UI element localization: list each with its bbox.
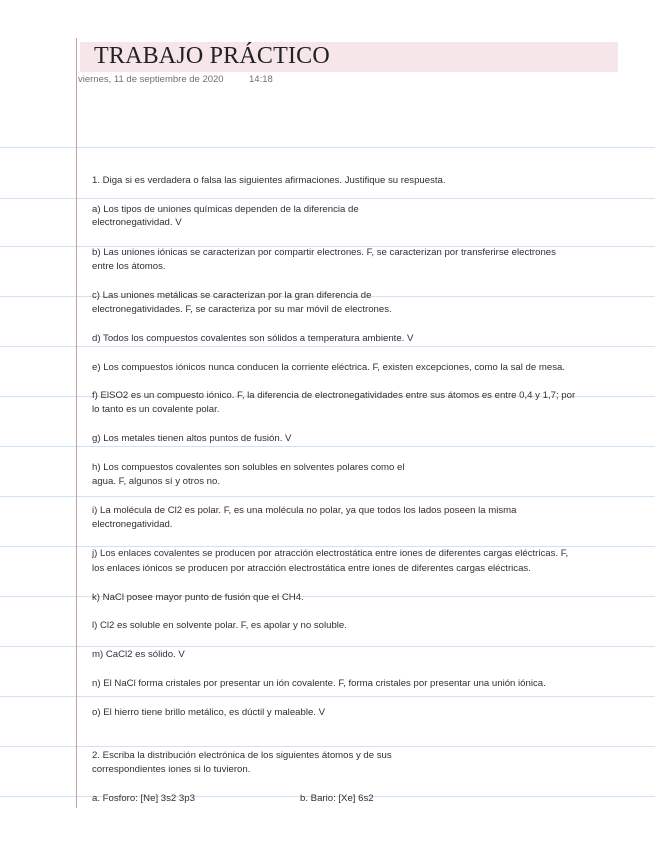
statement-j-line-1[interactable]: j) Los enlaces covalentes se producen por atracción electrostática entre iones de diferentes cargas eléctricas. F,	[92, 548, 569, 559]
statement-k[interactable]: k) NaCl posee mayor punto de fusión que el CH4.	[92, 592, 304, 603]
ruled-line	[0, 346, 655, 347]
page-time: 14:18	[249, 74, 273, 85]
ruled-line	[0, 696, 655, 697]
statement-n[interactable]: n) El NaCl forma cristales por presentar un ión covalente. F, forma cristales por presentar una unión iónica.	[92, 678, 546, 689]
ruled-line	[0, 646, 655, 647]
page-date: viernes, 11 de septiembre de 2020	[78, 74, 224, 85]
ruled-line	[0, 546, 655, 547]
statement-i-line-1[interactable]: i) La molécula de Cl2 es polar. F, es una molécula no polar, ya que todos los lados poseen la misma	[92, 505, 517, 516]
question-1-intro[interactable]: 1. Diga si es verdadera o falsa las siguientes afirmaciones. Justifique su respuesta.	[92, 175, 446, 186]
ruled-line	[0, 496, 655, 497]
statement-a-line-1[interactable]: a) Los tipos de uniones químicas dependen de la diferencia de	[92, 204, 359, 215]
statement-o[interactable]: o) El hierro tiene brillo metálico, es dúctil y maleable. V	[92, 707, 326, 718]
ruled-line	[0, 446, 655, 447]
statement-f-line-2[interactable]: lo tanto es un covalente polar.	[92, 404, 220, 415]
statement-b-line-2[interactable]: entre los átomos.	[92, 261, 166, 272]
answer-2b[interactable]: b. Bario: [Xe] 6s2	[300, 793, 374, 804]
statement-i-line-2[interactable]: electronegatividad.	[92, 519, 173, 530]
ruled-line	[0, 198, 655, 199]
statement-d[interactable]: d) Todos los compuestos covalentes son sólidos a temperatura ambiente. V	[92, 333, 414, 344]
statement-j-line-2[interactable]: los enlaces iónicos se producen por atracción electrostática entre iones de diferentes cargas eléctricas.	[92, 563, 531, 574]
statement-h-line-1[interactable]: h) Los compuestos covalentes son solubles en solventes polares como el	[92, 462, 405, 473]
question-2-line-1[interactable]: 2. Escriba la distribución electrónica de los siguientes átomos y de sus	[92, 750, 392, 761]
statement-e[interactable]: e) Los compuestos iónicos nunca conducen la corriente eléctrica. F, existen excepciones, como la sal de mesa.	[92, 362, 566, 373]
statement-a-line-2[interactable]: electronegatividad. V	[92, 217, 182, 228]
statement-c-line-2[interactable]: electronegatividades. F, se caracteriza por su mar móvil de electrones.	[92, 304, 392, 315]
question-2-line-2[interactable]: correspondientes iones si lo tuvieron.	[92, 764, 251, 775]
ruled-line	[0, 746, 655, 747]
statement-l[interactable]: l) Cl2 es soluble en solvente polar. F, es apolar y no soluble.	[92, 620, 347, 631]
margin-line	[76, 38, 77, 808]
page-title[interactable]: TRABAJO PRÁCTICO	[94, 43, 330, 69]
statement-h-line-2[interactable]: agua. F, algunos sí y otros no.	[92, 476, 220, 487]
answer-2a[interactable]: a. Fosforo: [Ne] 3s2 3p3	[92, 793, 195, 804]
statement-g[interactable]: g) Los metales tienen altos puntos de fusión. V	[92, 433, 292, 444]
statement-m[interactable]: m) CaCl2 es sólido. V	[92, 649, 185, 660]
statement-c-line-1[interactable]: c) Las uniones metálicas se caracterizan por la gran diferencia de	[92, 290, 372, 301]
statement-b-line-1[interactable]: b) Las uniones iónicas se caracterizan por compartir electrones. F, se caracterizan por transferirse electrones	[92, 247, 556, 258]
statement-f-line-1[interactable]: f) ElSO2 es un compuesto iónico. F, la diferencia de electronegatividades entre sus átomos es entre 0,4 y 1,7; por	[92, 390, 576, 401]
ruled-line	[0, 147, 655, 148]
